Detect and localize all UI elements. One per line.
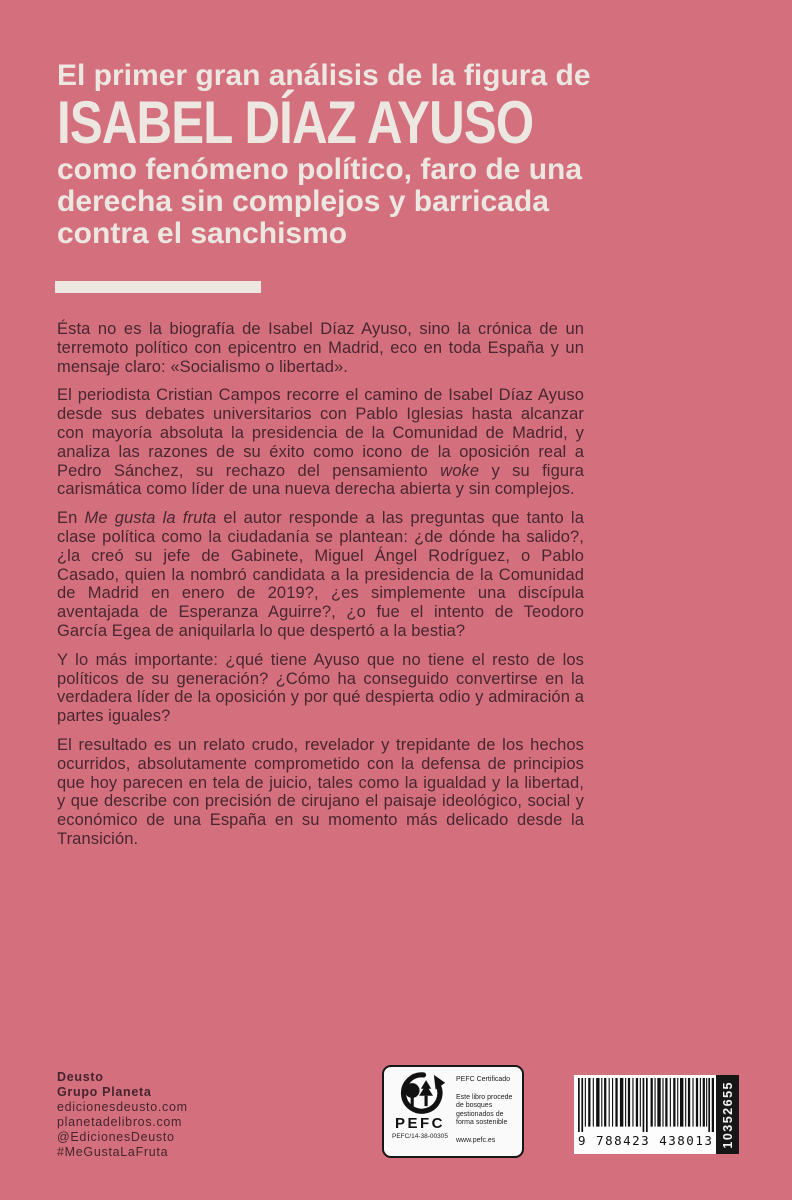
header-subtitle-line: contra el sanchismo [57,217,348,250]
pefc-logo-text: PEFC [394,1115,445,1132]
divider-bar [55,281,261,293]
pefc-trees-icon [394,1072,446,1116]
barcode-bars-icon [578,1078,714,1132]
publisher-website: edicionesdeusto.com [57,1100,188,1114]
pefc-url: www.pefc.es [456,1136,496,1144]
synopsis-paragraph: Ésta no es la biografía de Isabel Díaz Ayuso, sino la crónica de un terremoto político con epicentro en Madrid, eco en toda España y un mensaje claro: «Socialismo o libertad». [57,320,584,376]
header-block [57,58,617,250]
product-code: 10352655 [720,1080,735,1149]
header-intro-line: El primer gran análisis de la figura de [57,59,591,92]
book-subject-title: ISABEL DÍAZ AYUSO [57,89,534,156]
barcode [574,1075,739,1154]
header-subtitle [57,154,617,250]
isbn-number: 9 788423 438013 [578,1133,714,1148]
barcode-main [574,1075,716,1154]
pefc-logo-column [389,1072,451,1152]
synopsis-paragraph: El periodista Cristian Campos recorre el camino de Isabel Díaz Ayuso desde sus debates universitarios con Pablo Iglesias hasta alcanzar con mayoría absoluta la presidencia de la Comunidad de Madrid, y analiza las razones de su éxito como icono de la oposición real a Pedro Sánchez, su rechazo del pensamiento woke y su figura carismática como líder de una nueva derecha abierta y sin complejos. [57,386,584,499]
synopsis-paragraph: En Me gusta la fruta el autor responde a las preguntas que tanto la clase política como la ciudadanía se plantean: ¿de dónde ha salido?, ¿la creó su jefe de Gabinete, Miguel Ángel Rodríguez, o Pablo Casado, quien la nombró candidata a la presidencia de la Comunidad de Madrid en enero de 2019?, ¿es simplemente una discípula aventajada de Esperanza Aguirre?, ¿o fue el intento de Teodoro García Egea de aniquilarla lo que despertó a la bestia? [57,509,584,640]
pefc-text-column [456,1072,516,1152]
header-subtitle-line: como fenómeno político, faro de una [57,153,583,186]
header-subtitle-line: derecha sin complejos y barricada [57,185,549,218]
publisher-website-2: planetadelibros.com [57,1115,183,1129]
book-hashtag: #MeGustaLaFruta [57,1145,169,1159]
pefc-description: Este libro procede de bosques gestionados de forma sostenible [456,1093,513,1126]
product-code-strip [716,1075,739,1154]
pefc-certified-label: PEFC Certificado [456,1076,511,1083]
synopsis-paragraph: El resultado es un relato crudo, revelador y trepidante de los hechos ocurridos, absolutamente comprometido con la defensa de principios que hoy parecen en tela de juicio, tales como la igualdad y la libertad, y que describe con precisión de cirujano el paisaje ideológico, social y económico de una España en su momento más delicado desde la Transición. [57,735,584,848]
pefc-certification-label [382,1065,524,1158]
synopsis-paragraph: Y lo más importante: ¿qué tiene Ayuso que no tiene el resto de los políticos de su generación? ¿Cómo ha conseguido convertirse en la verdadera líder de la oposición y por qué despierta odio y admiración a partes iguales? [57,650,584,726]
synopsis-text [57,320,584,859]
publisher-social-handle: @EdicionesDeusto [57,1130,175,1144]
publisher-block [57,1070,188,1160]
publisher-group: Grupo Planeta [57,1085,152,1099]
pefc-license-number: PEFC/14-38-00305 [391,1133,448,1140]
publisher-imprint: Deusto [57,1070,104,1084]
